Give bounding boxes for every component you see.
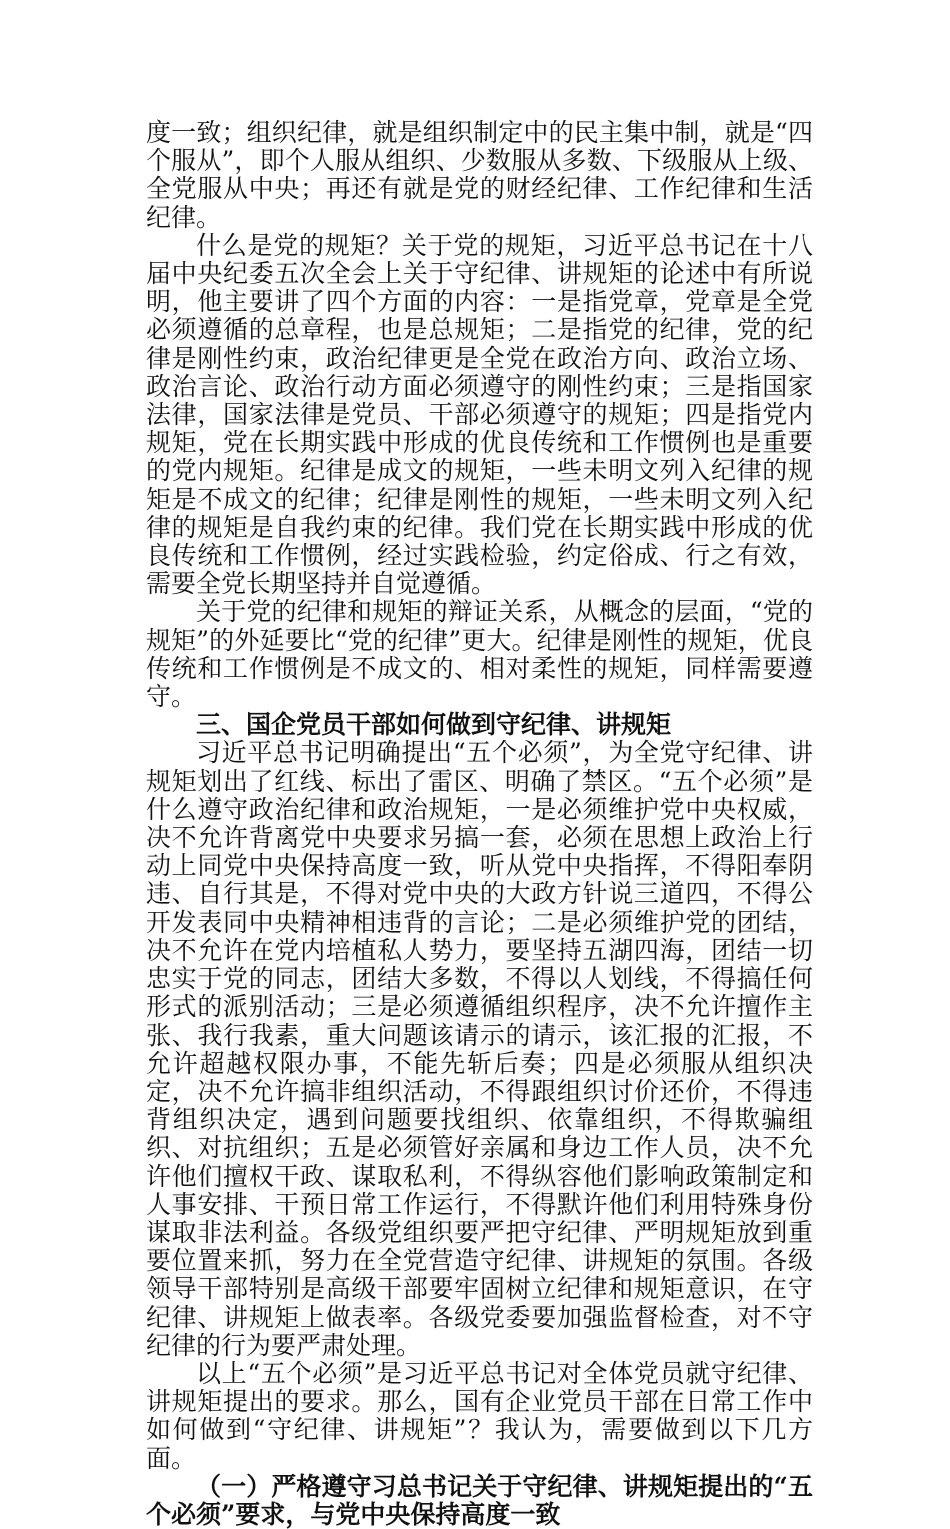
- paragraph-five-musts: 习近平总书记明确提出“五个必须”，为全党守纪律、讲规矩划出了红线、标出了雷区、明确了禁区。“五个必须”是什么遵守政治纪律和政治规矩，一是必须维护党中央权威，决不允许背离党中央要求另搞一套，必须在思想上政治上行动上同党中央保持高度一致，听从党中央指挥，不得阳奉阴违、自行其是，不得对党中央的大政方针说三道四，不得公开发表同中央精神相违背的言论；二是必须维护党的团结，决不允许在党内培植私人势力，要坚持五湖四海，团结一切忠实于党的同志，团结大多数，不得以人划线，不得搞任何形式的派别活动；三是必须遵循组织程序，决不允许擅作主张、我行我素，重大问题该请示的请示，该汇报的汇报，不允许超越权限办事，不能先斩后奏；四是必须服从组织决定，决不允许搞非组织活动，不得跟组织讨价还价，不得违背组织决定，遇到问题要找组织、依靠组织，不得欺骗组织、对抗组织；五是必须管好亲属和身边工作人员，决不允许他们擅权干政、谋取私利，不得纵容他们影响政策制定和人事安排、干预日常工作运行，不得默许他们利用特殊身份谋取非法利益。各级党组织要严把守纪律、严明规矩放到重要位置来抓，努力在全党营造守纪律、讲规矩的氛围。各级领导干部特别是高级干部要牢固树立纪律和规矩意识，在守纪律、讲规矩上做表率。各级党委要加强监督检查，对不守纪律的行为要严肃处理。: [146, 738, 813, 1360]
- paragraph-continued: 度一致；组织纪律，就是组织制定中的民主集中制，就是“四个服从”，即个人服从组织、少数服从多数、下级服从上级、全党服从中央；再还有就是党的财经纪律、工作纪律和生活纪律。: [146, 118, 813, 232]
- paragraph-discipline-and-rules-relation: 关于党的纪律和规矩的辩证关系，从概念的层面，“党的规矩”的外延要比“党的纪律”更大。纪律是刚性的规矩，优良传统和工作惯例是不成文的、相对柔性的规矩，同样需要遵守。: [146, 597, 813, 712]
- subsection-heading-1: （一）严格遵守习总书记关于守纪律、讲规矩提出的“五个必须”要求，与党中央保持高度一致: [146, 1471, 813, 1529]
- section-heading-3: 三、国企党员干部如何做到守纪律、讲规矩: [196, 710, 672, 740]
- paragraph-summary: 以上“五个必须”是习近平总书记对全体党员就守纪律、讲规矩提出的要求。那么，国有企业党员干部在日常工作中如何做到“守纪律、讲规矩”？我认为，需要做到以下几方面。: [146, 1358, 813, 1473]
- paragraph-party-rules: 什么是党的规矩？关于党的规矩，习近平总书记在十八届中央纪委五次全会上关于守纪律、讲规矩的论述中有所说明，他主要讲了四个方面的内容：一是指党章，党章是全党必须遵循的总章程，也是总规矩；二是指党的纪律，党的纪律是刚性约束，政治纪律更是全党在政治方向、政治立场、政治言论、政治行动方面必须遵守的刚性约束；三是指国家法律，国家法律是党员、干部必须遵守的规矩；四是指党内规矩，党在长期实践中形成的优良传统和工作惯例也是重要的党内规矩。纪律是成文的规矩，一些未明文列入纪律的规矩是不成文的纪律；纪律是刚性的规矩，一些未明文列入纪律的规矩是自我约束的纪律。我们党在长期实践中形成的优良传统和工作惯例，经过实践检验，约定俗成、行之有效，需要全党长期坚持并自觉遵循。: [146, 230, 813, 599]
- document-page: [146, 119, 813, 1529]
